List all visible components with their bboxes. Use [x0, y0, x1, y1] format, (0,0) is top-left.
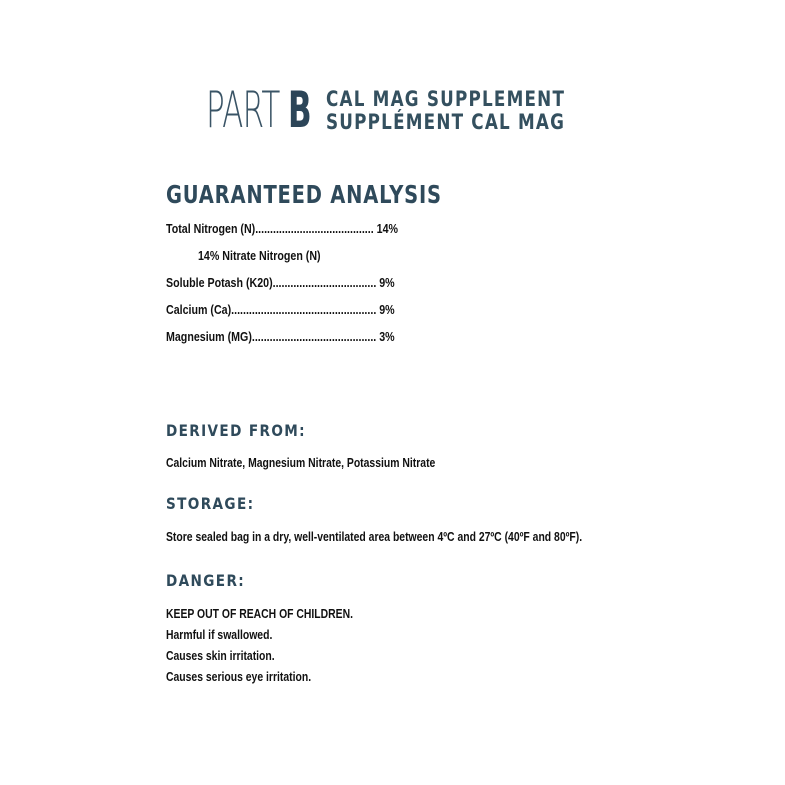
subtitle-french: SUPPLÉMENT CAL MAG: [326, 110, 566, 134]
danger-line-swallowed: Harmful if swallowed.: [166, 627, 273, 642]
subtitle-english: CAL MAG SUPPLEMENT: [326, 87, 566, 111]
danger-line-eye: Causes serious eye irritation.: [166, 669, 312, 684]
danger-line-keep-out: KEEP OUT OF REACH OF CHILDREN.: [166, 606, 354, 621]
guaranteed-analysis-heading: GUARANTEED ANALYSIS: [166, 180, 442, 209]
part-letter: B: [288, 81, 312, 139]
part-label: PART: [206, 81, 280, 139]
derived-from-text: Calcium Nitrate, Magnesium Nitrate, Potassium Nitrate: [166, 455, 436, 470]
analysis-row-soluble-potash: Soluble Potash (K20)................................... 9%: [166, 275, 395, 290]
analysis-row-magnesium: Magnesium (MG).......................................... 3%: [166, 329, 395, 344]
danger-heading: DANGER:: [166, 571, 246, 590]
product-subtitle: [326, 88, 625, 134]
analysis-row-nitrate-nitrogen: 14% Nitrate Nitrogen (N): [198, 248, 321, 263]
derived-from-heading: DERIVED FROM:: [166, 421, 306, 440]
label-header: [206, 81, 625, 139]
danger-line-skin: Causes skin irritation.: [166, 648, 275, 663]
analysis-row-total-nitrogen: Total Nitrogen (N)........................................ 14%: [166, 221, 398, 236]
storage-heading: STORAGE:: [166, 494, 255, 513]
analysis-row-calcium: Calcium (Ca)................................................. 9%: [166, 302, 395, 317]
storage-text: Store sealed bag in a dry, well-ventilated area between 4ºC and 27ºC (40ºF and 80ºF).: [166, 529, 583, 544]
